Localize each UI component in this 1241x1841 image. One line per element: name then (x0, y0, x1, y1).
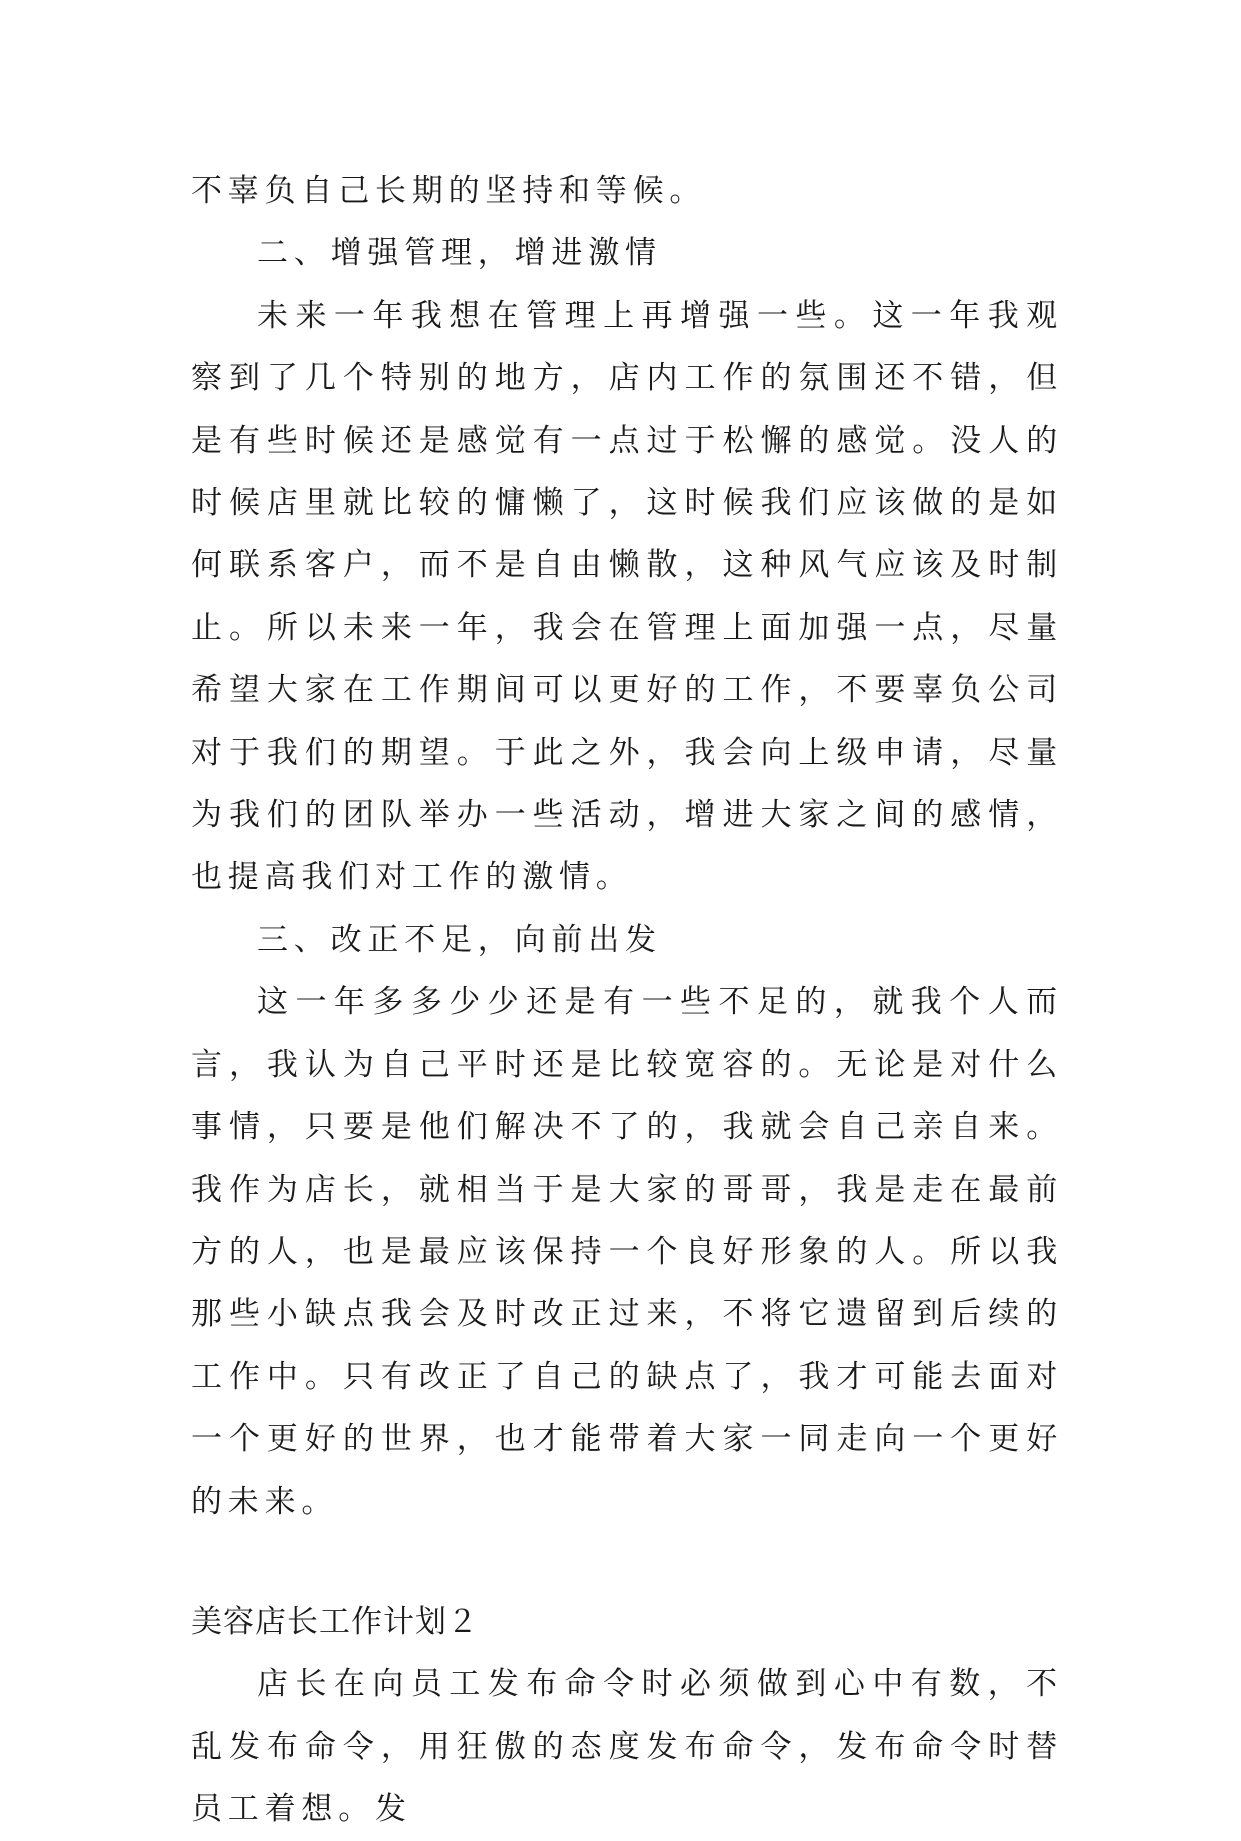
heading-correct-shortcomings: 三、改正不足，向前出发 (257, 921, 662, 958)
paragraph-management: 未来一年我想在管理上再增强一些。这一年我观察到了几个特别的地方，店内工作的氛围还不错，但是有些时候还是感觉有一点过于松懈的感觉。没人的时候店里就比较的慵懒了，这时候我们应该做的是如何联系客户，而不是自由懒散，这种风气应该及时制止。所以未来一年，我会在管理上面加强一点，尽量希望大家在工作期间可以更好的工作，不要辜负公司对于我们的期望。于此之外，我会向上级申请，尽量为我们的团队举办一些活动，增进大家之间的感情，也提高我们对工作的激情。 (191, 297, 1063, 896)
section-title: 美容店长工作计划２ (191, 1603, 479, 1640)
document-body (191, 160, 1063, 1841)
heading-strengthen-management: 二、增强管理，增进激情 (257, 235, 662, 272)
paragraph-shortcomings: 这一年多多少少还是有一些不足的，就我个人而言，我认为自己平时还是比较宽容的。无论是对什么事情，只要是他们解决不了的，我就会自己亲自来。我作为店长，就相当于是大家的哥哥，我是走在最前方的人，也是最应该保持一个良好形象的人。所以我那些小缺点我会及时改正过来，不将它遗留到后续的工作中。只有改正了自己的缺点了，我才可能去面对一个更好的世界，也才能带着大家一同走向一个更好的未来。 (191, 984, 1063, 1520)
paragraph-issuing-orders: 店长在向员工发布命令时必须做到心中有数，不乱发布命令，用狂傲的态度发布命令，发布命令时替员工着想。发 (191, 1666, 1063, 1828)
paragraph-continuation: 不辜负自己长期的坚持和等候。 (191, 173, 707, 209)
